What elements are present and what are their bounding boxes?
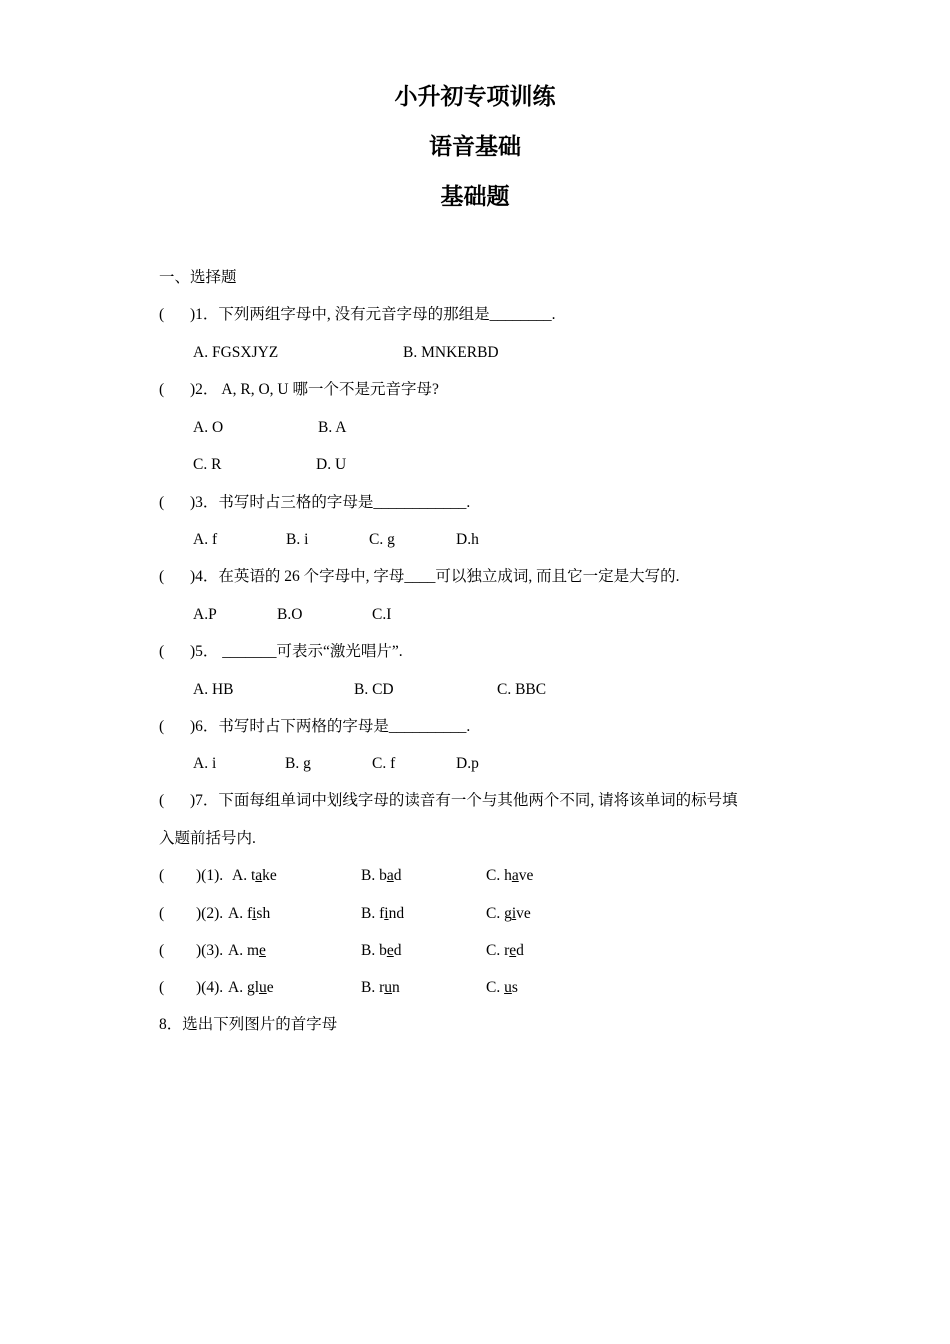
option: B. g <box>285 755 311 772</box>
question-stem: )7．下面每组单词中划线字母的读音有一个与其他两个不同, 请将该单词的标号填 <box>190 792 738 809</box>
question-stem: )5． _______可表示“激光唱片”. <box>190 643 403 660</box>
word-c: C. have <box>486 867 534 884</box>
option: A. f <box>193 531 218 548</box>
word-b: B. bed <box>361 942 402 959</box>
sub-item-number: )(1). <box>196 867 224 884</box>
word-b: B. run <box>361 979 400 996</box>
option: B. MNKERBD <box>403 344 499 361</box>
question-stem: )4．在英语的 26 个字母中, 字母____可以独立成词, 而且它一定是大写的. <box>190 568 680 585</box>
question-stem: )2． A, R, O, U 哪一个不是元音字母? <box>190 381 439 398</box>
option: C. f <box>372 755 396 772</box>
option: B. A <box>318 419 347 436</box>
answer-paren: ( <box>159 792 165 809</box>
option: B. CD <box>354 681 394 698</box>
word-c: C. us <box>486 979 518 996</box>
option: A. HB <box>193 681 234 698</box>
answer-paren: ( <box>159 494 165 511</box>
answer-paren: ( <box>159 718 165 735</box>
word-b: B. bad <box>361 867 402 884</box>
word-b: B. find <box>361 905 405 922</box>
doc-title: 小升初专项训练 <box>394 84 556 109</box>
option: D.h <box>456 531 479 548</box>
answer-paren: ( <box>159 905 165 922</box>
answer-paren: ( <box>159 568 165 585</box>
answer-paren: ( <box>159 306 165 323</box>
option: B. i <box>286 531 309 548</box>
word-a: A. me <box>228 942 266 959</box>
option: C. g <box>369 531 395 548</box>
word-a: A. fish <box>228 905 271 922</box>
question-stem: )6．书写时占下两格的字母是__________. <box>190 718 471 735</box>
option: C. BBC <box>497 681 547 698</box>
question-stem-continued: 入题前括号内. <box>159 830 256 847</box>
option: B.O <box>277 606 303 623</box>
answer-paren: ( <box>159 979 165 996</box>
option: C.I <box>372 606 392 623</box>
question-stem: )1．下列两组字母中, 没有元音字母的那组是________. <box>190 306 556 323</box>
option: D.p <box>456 755 479 772</box>
question-8: 8．选出下列图片的首字母 <box>159 1016 338 1033</box>
doc-subtitle: 语音基础 <box>429 134 521 159</box>
option: A. FGSXJYZ <box>193 344 279 361</box>
option: A. O <box>193 419 224 436</box>
option: D. U <box>316 456 347 473</box>
question-stem: )3．书写时占三格的字母是____________. <box>190 494 471 511</box>
section-heading: 一、选择题 <box>159 269 237 286</box>
answer-paren: ( <box>159 381 165 398</box>
answer-paren: ( <box>159 942 165 959</box>
doc-level: 基础题 <box>440 184 510 209</box>
word-c: C. red <box>486 942 524 959</box>
word-a: A. take <box>232 867 277 884</box>
option: C. R <box>193 456 222 473</box>
word-c: C. give <box>486 905 531 922</box>
answer-paren: ( <box>159 643 165 660</box>
sub-item-number: )(4). <box>196 979 224 996</box>
option: A. i <box>193 755 217 772</box>
sub-item-number: )(2). <box>196 905 224 922</box>
sub-item-number: )(3). <box>196 942 224 959</box>
option: A.P <box>193 606 217 623</box>
answer-paren: ( <box>159 867 165 884</box>
word-a: A. glue <box>228 979 274 996</box>
